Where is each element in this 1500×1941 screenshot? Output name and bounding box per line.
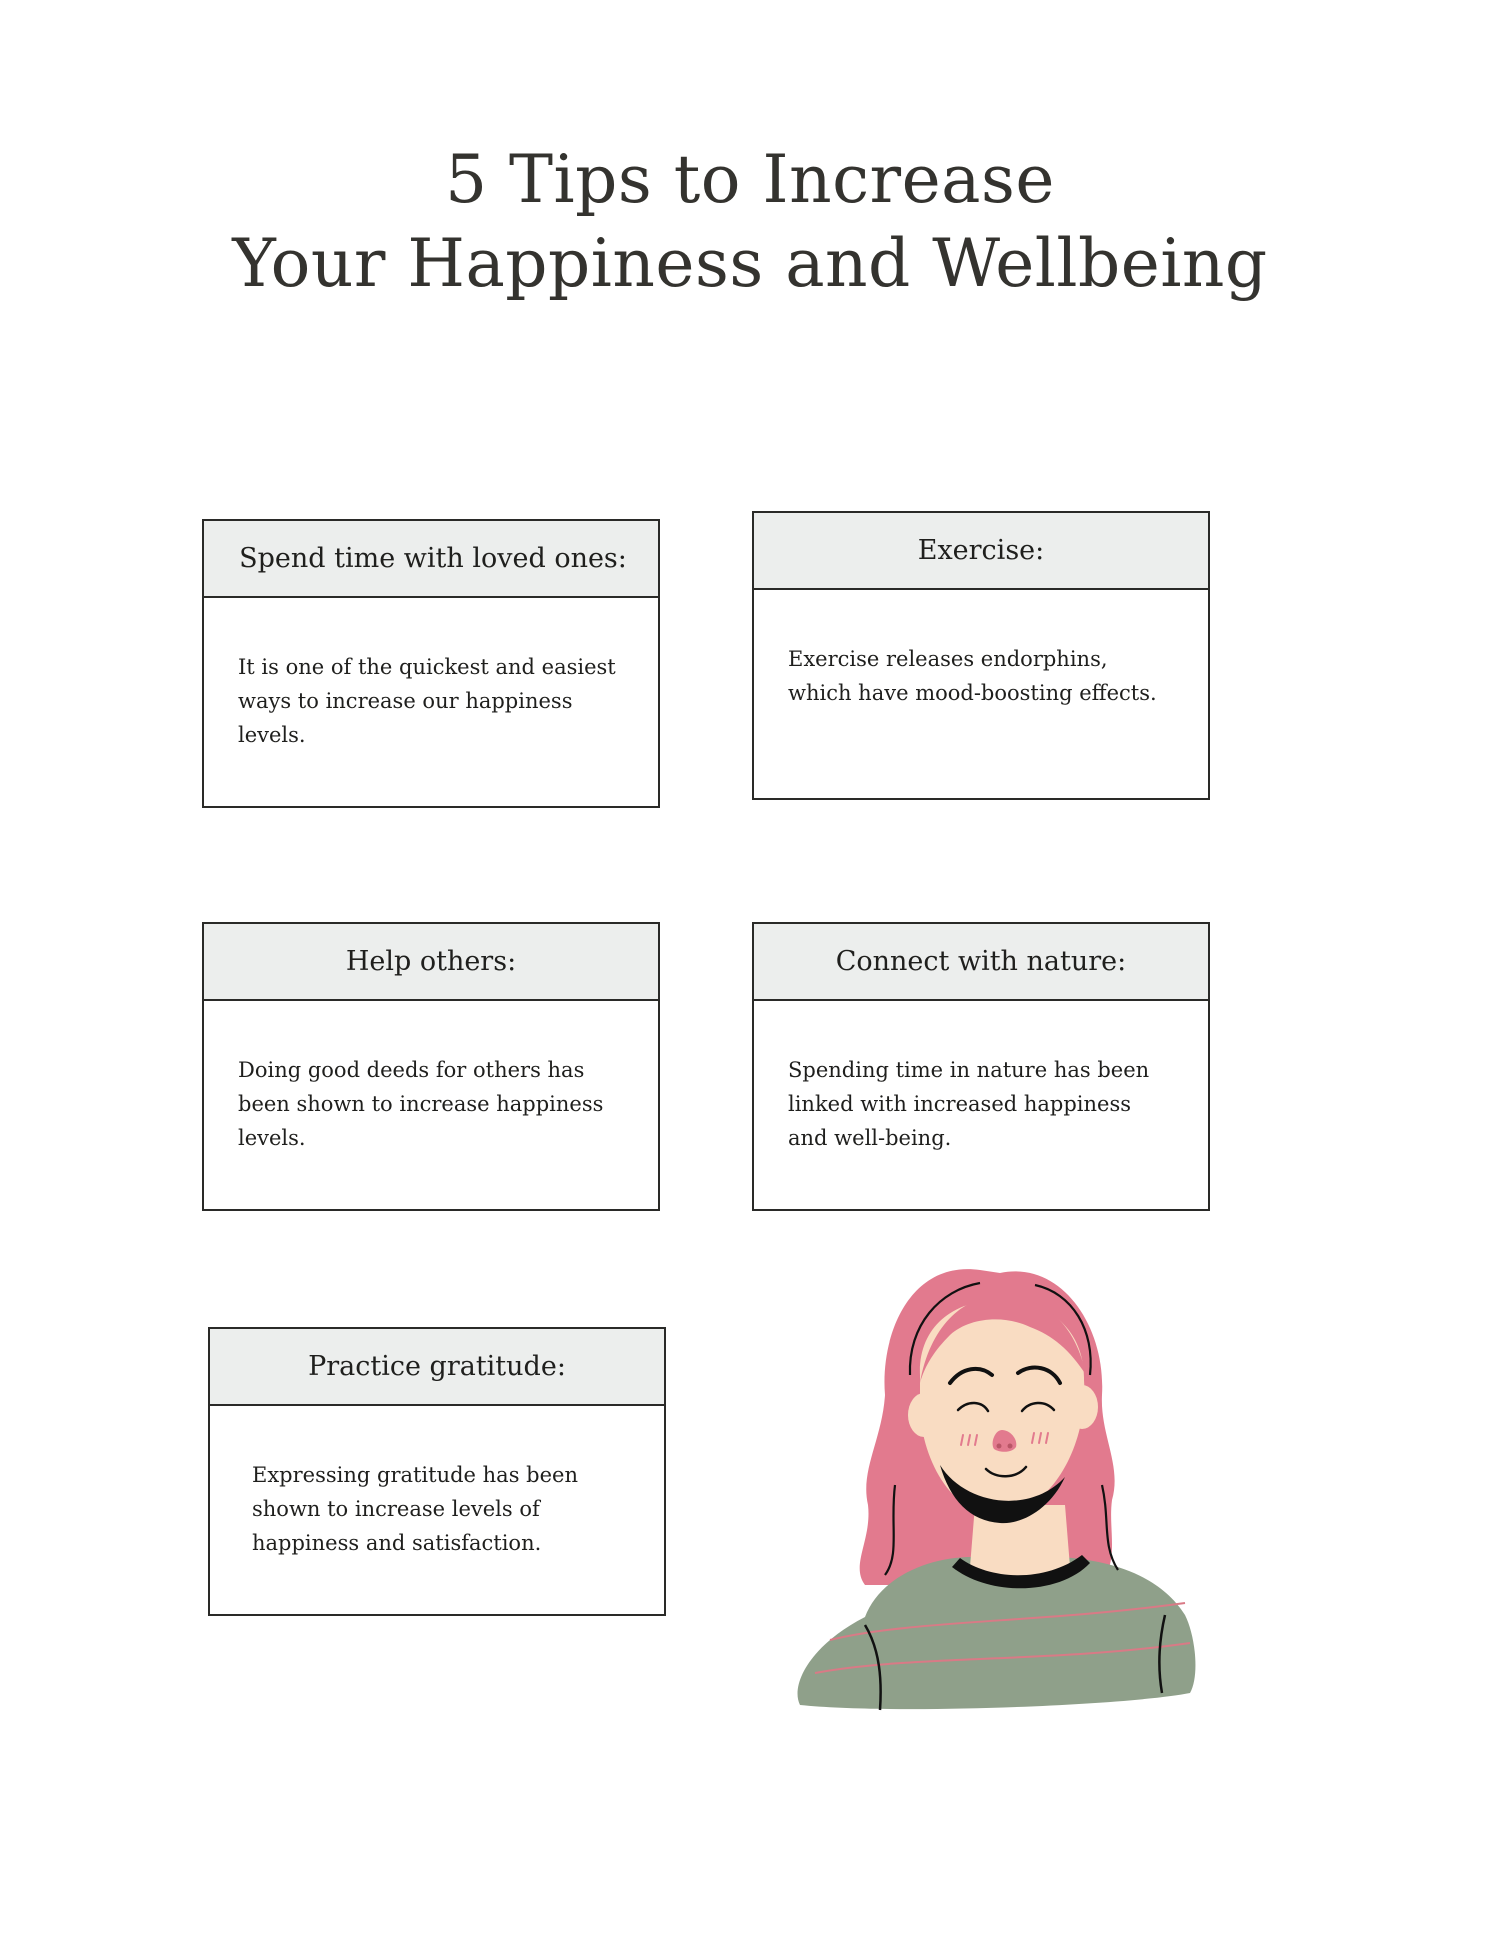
title-line-2: Your Happiness and Wellbeing	[232, 225, 1268, 302]
happy-woman-illustration	[790, 1255, 1240, 1735]
tip-heading: Spend time with loved ones:	[204, 521, 658, 598]
tip-card-gratitude	[208, 1327, 666, 1616]
tip-heading: Practice gratitude:	[210, 1329, 664, 1406]
tip-body: Exercise releases endorphins, which have mood-boosting effects.	[788, 647, 1157, 705]
tip-card-exercise	[752, 511, 1210, 800]
tip-body: Expressing gratitude has been shown to increase levels of happiness and satisfaction.	[252, 1463, 578, 1555]
tip-body: It is one of the quickest and easiest ways to increase our happiness levels.	[238, 655, 616, 747]
tip-body: Spending time in nature has been linked with increased happiness and well-being.	[788, 1058, 1150, 1150]
tip-card-nature	[752, 922, 1210, 1211]
title-line-1: 5 Tips to Increase	[445, 141, 1055, 218]
tip-body: Doing good deeds for others has been shown to increase happiness levels.	[238, 1058, 604, 1150]
tip-card-help-others	[202, 922, 660, 1211]
page-title	[0, 138, 1500, 306]
tip-heading: Connect with nature:	[754, 924, 1208, 1001]
tip-heading: Exercise:	[754, 513, 1208, 590]
tip-heading: Help others:	[204, 924, 658, 1001]
tip-card-loved-ones	[202, 519, 660, 808]
